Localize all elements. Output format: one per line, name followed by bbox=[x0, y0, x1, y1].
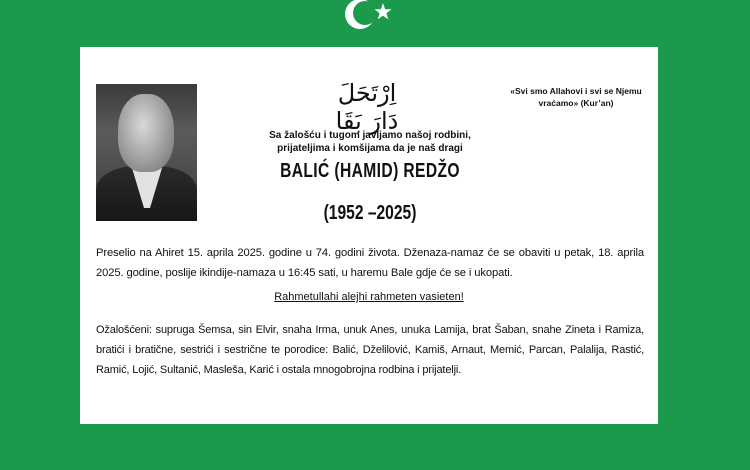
deceased-name: BALIĆ (HAMID) REDŽO bbox=[280, 160, 460, 182]
quran-quote: «Svi smo Allahovi i svi se Njemu vraćamo» (Kur’an) bbox=[510, 86, 642, 108]
deceased-photo bbox=[96, 84, 197, 221]
life-years: (1952 –2025) bbox=[323, 202, 417, 224]
prayer-line: Rahmetullahi alejhi rahmeten vasieten! bbox=[274, 291, 464, 303]
announcement-text: Preselio na Ahiret 15. aprila 2025. godine u 74. godini života. Dženaza-namaz će se obaviti u petak, 18. aprila 2025. godine, poslije ikindije-namaza u 16:45 sati, u haremu Bale gdje će se i ukopati. bbox=[96, 247, 644, 279]
crescent-star-icon bbox=[336, 0, 396, 40]
obituary-card bbox=[80, 47, 658, 424]
intro-line-1: Sa žalošću i tugom javljamo našoj rodbini, bbox=[269, 130, 471, 141]
intro-text bbox=[230, 129, 510, 155]
mourners-text: Ožalošćeni: supruga Šemsa, sin Elvir, snaha Irma, unuk Anes, unuka Lamija, brat Šaban, snahe Zineta i Ramiza, bratići i bratične, sestrići i sestrične te porodice: Balić, Dželilović, Kamiš, Arnaut, Memić, Parcan, Palalija, Rastić, Ramić, Lojić, Sultanić, Masleša, Karić i ostala mnogobrojna rodbina i prijatelji. bbox=[96, 324, 644, 376]
intro-line-2: prijateljima i komšijama da je naš dragi bbox=[277, 143, 463, 154]
arabic-calligraphy: اِرْتَحَلَ دَارَ بَقَا bbox=[335, 79, 399, 135]
